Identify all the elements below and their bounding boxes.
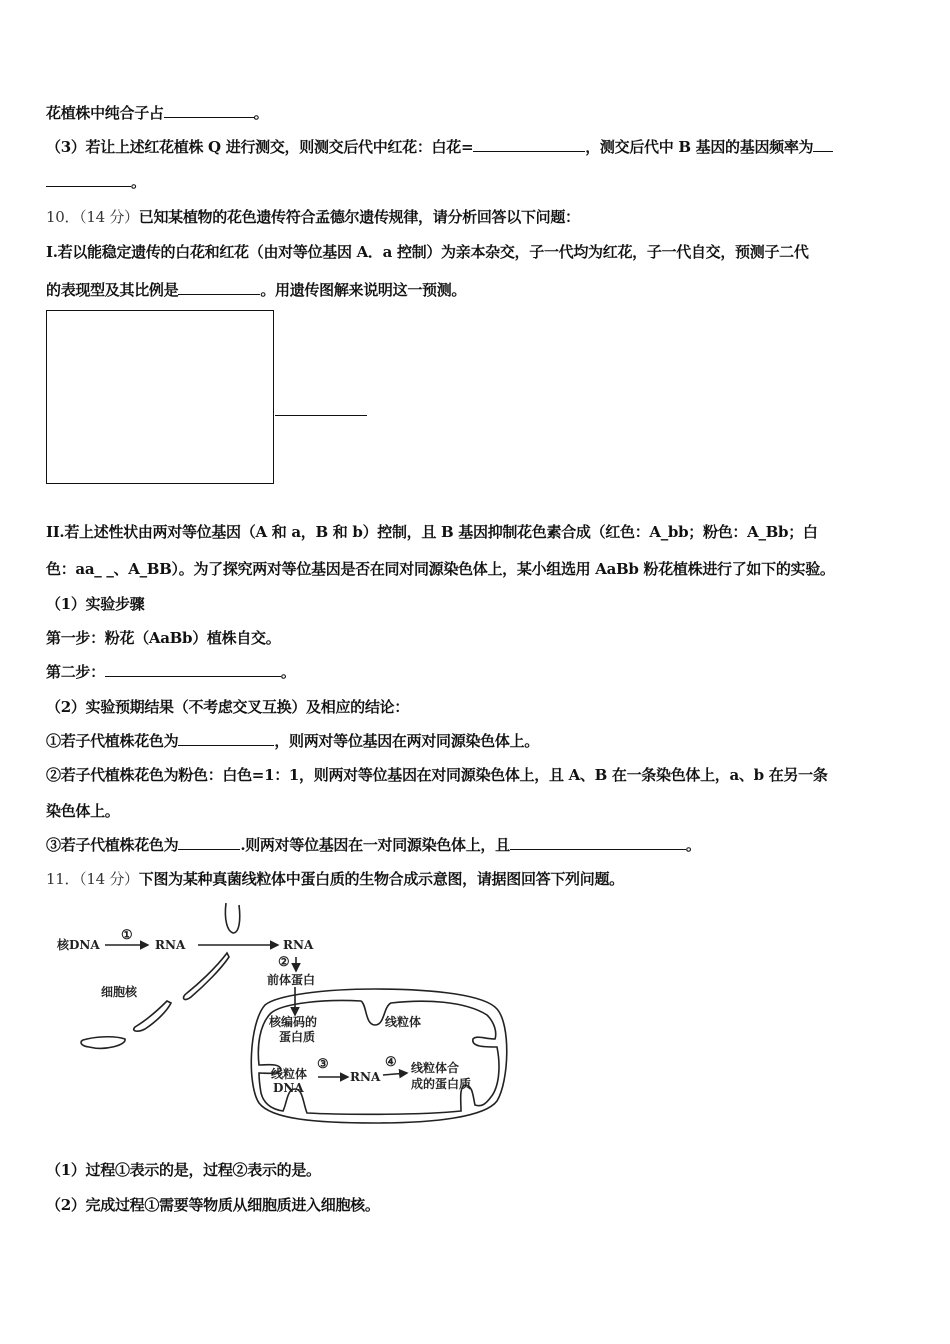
result-3: ③若子代植株花色为 .则两对等位基因在一对同源染色体上，且 。	[46, 836, 701, 854]
label-rna-3: RNA	[350, 1070, 381, 1084]
q9-pure-text: 花植株中纯合子占	[46, 104, 164, 122]
label-mitochondrion: 线粒体	[385, 1015, 422, 1029]
result-1: ①若子代植株花色为 ，则两对等位基因在两对同源染色体上。	[46, 732, 539, 750]
label-nuclear-encoded-protein-1: 核编码的	[269, 1015, 318, 1029]
question-number: 11．（14 分）	[46, 870, 139, 888]
label-mt-protein-1: 线粒体合	[411, 1061, 460, 1075]
result-2-line1: ②若子代植株花色为粉色：白色=1：1，则两对等位基因在对同源染色体上，且 A、B 在一条染色体上，a、b 在另一条	[46, 766, 828, 784]
answer-blank[interactable]	[813, 137, 833, 152]
label-step-1: ①	[121, 928, 133, 943]
label-nuclear-encoded-protein-2: 蛋白质	[279, 1030, 316, 1044]
q10-header	[46, 207, 580, 227]
answer-blank[interactable]	[164, 103, 254, 118]
q10-part2-line1: II.若上述性状由两对等位基因（A 和 a，B 和 b）控制，且 B 基因抑制花色素合成（红色：A_bb；粉色：A_Bb；白	[46, 523, 818, 541]
answer-blank[interactable]	[105, 662, 281, 677]
label-rna-2: RNA	[283, 938, 314, 952]
answer-blank[interactable]	[178, 280, 260, 295]
label-step-4: ④	[385, 1055, 397, 1070]
answer-blank[interactable]	[178, 835, 240, 850]
q11-sub1: （1）过程①表示的是，过程②表示的是。	[46, 1161, 321, 1179]
q9-part3-cont: 。	[46, 172, 146, 192]
question-intro: 下图为某种真菌线粒体中蛋白质的生物合成示意图，请据图回答下列问题。	[138, 870, 624, 888]
label-mt-protein-2: 成的蛋白质	[411, 1077, 472, 1091]
q9-line-pure-ratio: 花植株中纯合子占 。	[46, 104, 269, 122]
genetic-diagram-answer-box[interactable]	[46, 310, 274, 484]
answer-blank[interactable]	[275, 415, 367, 416]
answer-blank[interactable]	[46, 172, 131, 187]
q10-part1-line1: I.若以能稳定遗传的白花和红花（由对等位基因 A．a 控制）为亲本杂交，子一代均为红花，子一代自交，预测子二代	[46, 243, 809, 261]
label-precursor-protein: 前体蛋白	[267, 973, 316, 987]
step2: 第二步： 。	[46, 663, 296, 681]
answer-blank[interactable]	[473, 137, 585, 152]
label-nucleus: 细胞核	[101, 985, 138, 999]
answer-blank[interactable]	[178, 731, 274, 746]
label-rna-1: RNA	[155, 938, 186, 952]
step1: 第一步：粉花（AaBb）植株自交。	[46, 629, 281, 647]
mitochondria-protein-synthesis-diagram	[45, 897, 525, 1137]
step-heading: （1）实验步骤	[46, 595, 145, 613]
q10-part2-line2: 色：aa_ _、A_BB）。为了探究两对等位基因是否在同对同源染色体上，某小组选用 AaBb 粉花植株进行了如下的实验。	[46, 560, 835, 578]
q10-part1-line2: 的表现型及其比例是 。用遗传图解来说明这一预测。	[46, 281, 467, 299]
label-mt-dna-2: DNA	[273, 1081, 304, 1095]
result-heading: （2）实验预期结果（不考虑交叉互换）及相应的结论：	[46, 698, 409, 716]
label-mt-dna-1: 线粒体	[271, 1067, 308, 1081]
q9-part3-line: （3）若让上述红花植株 Q 进行测交，则测交后代中红花：白花= ，测交后代中 B 基因的基因频率为	[46, 137, 833, 157]
q11-header	[46, 869, 624, 889]
answer-blank[interactable]	[510, 835, 686, 850]
question-intro: 已知某植物的花色遗传符合孟德尔遗传规律，请分析回答以下问题：	[138, 208, 580, 226]
question-number: 10．（14 分）	[46, 208, 139, 226]
label-step-3: ③	[317, 1057, 329, 1072]
label-nuclear-dna: 核DNA	[57, 938, 100, 952]
q11-sub2: （2）完成过程①需要等物质从细胞质进入细胞核。	[46, 1196, 380, 1214]
label-step-2: ②	[278, 955, 290, 970]
result-2-line2: 染色体上。	[46, 802, 120, 820]
